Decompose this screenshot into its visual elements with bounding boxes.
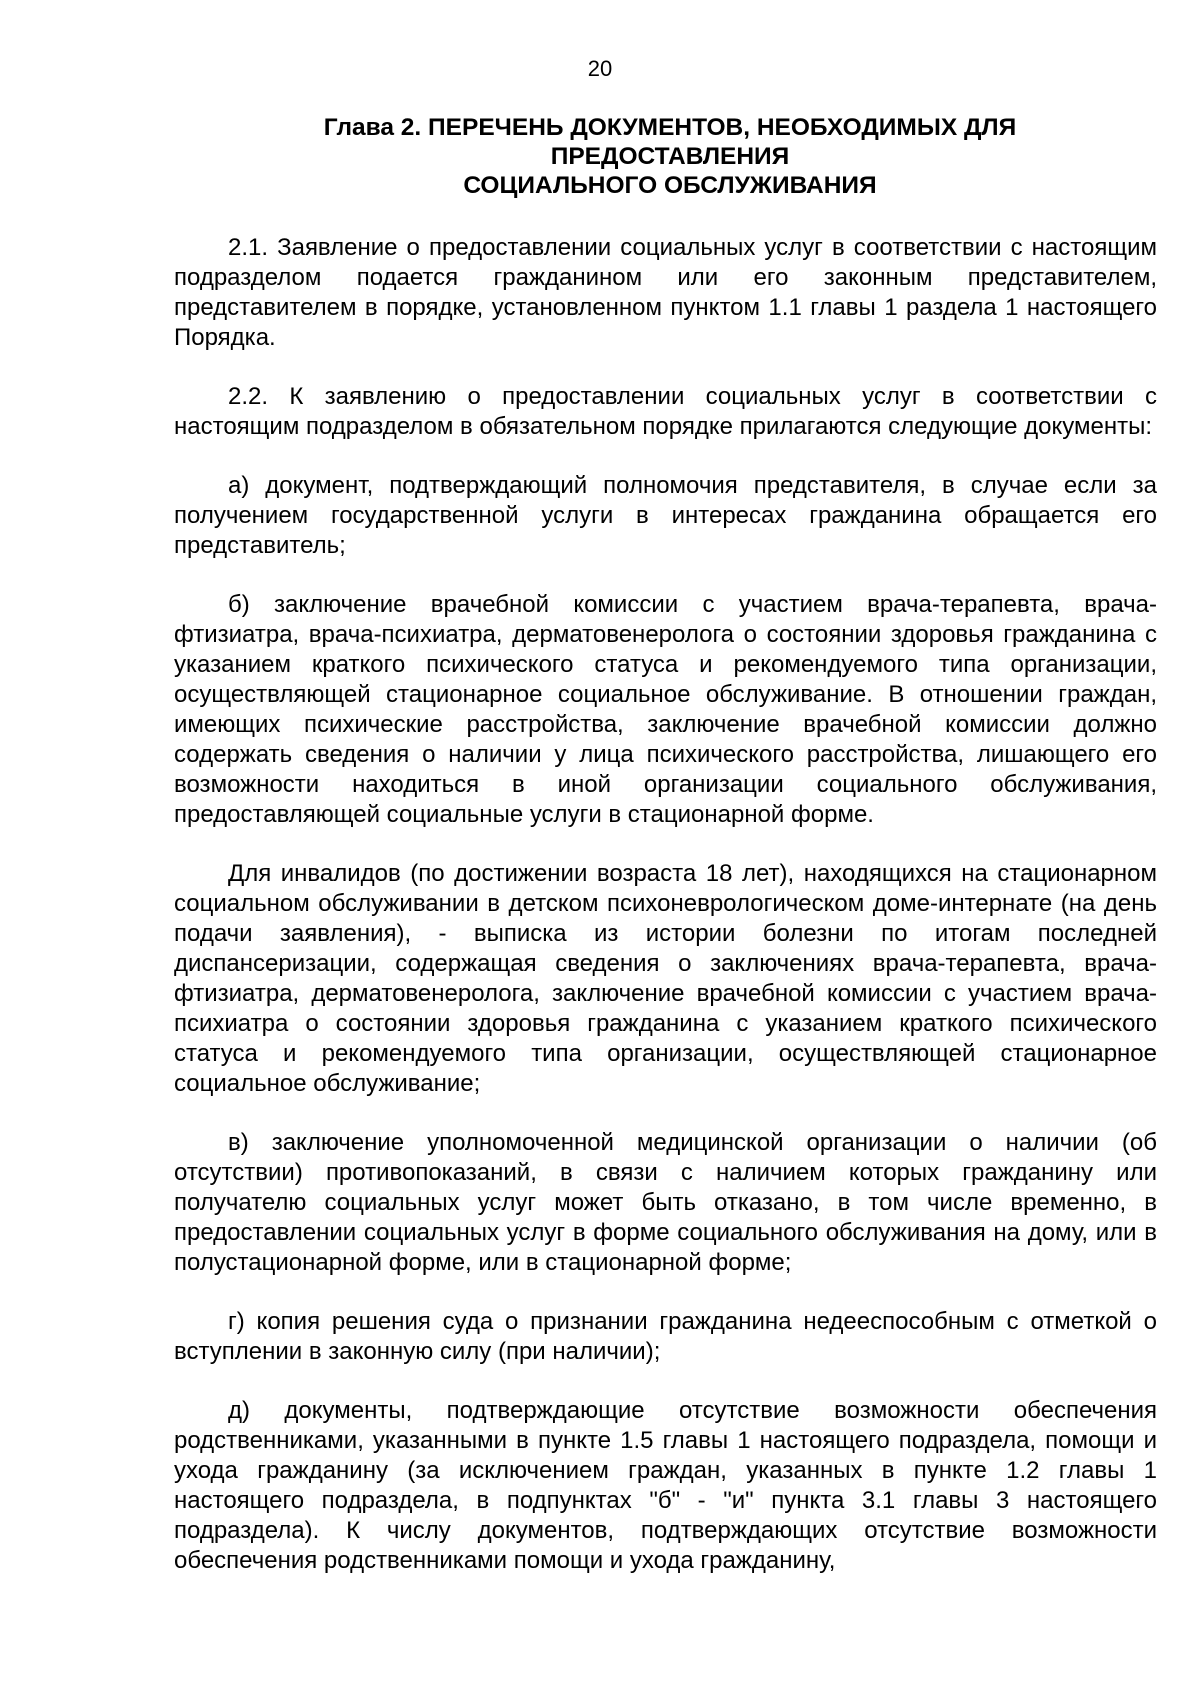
chapter-title-line: ПРЕДОСТАВЛЕНИЯ [550,143,790,170]
paragraph-disabled-persons: Для инвалидов (по достижении возраста 18 лет), находящихся на стационарном социальном обслуживании в детском психоневрологическом доме-интернате (на день подачи заявления), - выписка из истории болезни по итогам последней диспансеризации, содержащая сведения о заключениях врача-терапевта, врача-фтизиатра, дерматовенеролога, заключение врачебной комиссии с участием врача-психиатра о состоянии здоровья гражданина с указанием краткого психического статуса и рекомендуемого типа организации, осуществляющей стационарное социальное обслуживание; [174,860,1157,1097]
chapter-title [175,113,1165,200]
paragraph-2-1: 2.1. Заявление о предоставлении социальных услуг в соответствии с настоящим подразделом подается гражданином или его законным представителем, представителем в порядке, установленном пунктом 1.1 главы 1 раздела 1 настоящего Порядка. [174,234,1157,351]
paragraph-2-2: 2.2. К заявлению о предоставлении социальных услуг в соответствии с настоящим подразделом в обязательном порядке прилагаются следующие документы: [174,383,1157,440]
paragraph-item-d: д) документы, подтверждающие отсутствие возможности обеспечения родственниками, указанными в пункте 1.5 главы 1 настоящего подраздела, помощи и ухода гражданину (за исключением граждан, указанных в пункте 1.2 главы 1 настоящего подраздела, в подпунктах "б" - "и" пункта 3.1 главы 3 настоящего подраздела). К числу документов, подтверждающих отсутствие возможности обеспечения родственниками помощи и ухода гражданину, [174,1397,1157,1574]
paragraph-item-a: а) документ, подтверждающий полномочия представителя, в случае если за получением государственной услуги в интересах гражданина обращается его представитель; [174,472,1157,559]
paragraph-item-v: в) заключение уполномоченной медицинской организации о наличии (об отсутствии) противопоказаний, в связи с наличием которых гражданину или получателю социальных услуг может быть отказано, в том числе временно, в предоставлении социальных услуг в форме социального обслуживания на дому, или в полустационарной форме, или в стационарной форме; [174,1129,1157,1276]
chapter-title-line: СОЦИАЛЬНОГО ОБСЛУЖИВАНИЯ [463,172,877,199]
paragraph-item-b: б) заключение врачебной комиссии с участием врача-терапевта, врача-фтизиатра, врача-психиатра, дерматовенеролога о состоянии здоровья гражданина с указанием краткого психического статуса и рекомендуемого типа организации, осуществляющей стационарное социальное обслуживание. В отношении граждан, имеющих психические расстройства, заключение врачебной комиссии должно содержать сведения о наличии у лица психического расстройства, лишающего его возможности находиться в иной организации социального обслуживания, предоставляющей социальные услуги в стационарной форме. [174,591,1157,828]
document-body [174,233,1157,1605]
chapter-title-line: Глава 2. ПЕРЕЧЕНЬ ДОКУМЕНТОВ, НЕОБХОДИМЫХ ДЛЯ [323,114,1017,141]
page-number: 20 [587,56,613,81]
paragraph-item-g: г) копия решения суда о признании гражданина недееспособным с отметкой о вступлении в законную силу (при наличии); [174,1308,1157,1365]
